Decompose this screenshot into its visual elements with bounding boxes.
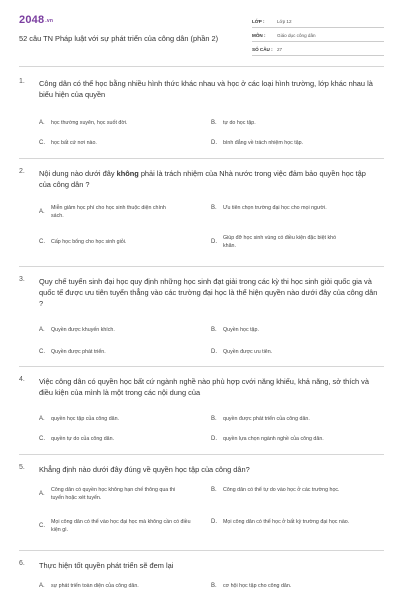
logo-main: 2048 (19, 14, 45, 26)
option-text: Cấp học bổng cho học sinh giỏi. (51, 239, 127, 245)
question-text: Thực hiện tốt quyền phát triển sẽ đem lại (39, 561, 174, 570)
question-number: 2. (19, 168, 25, 175)
meta-key: SỐ CÂU : (252, 47, 273, 52)
option-letter: C. (39, 523, 45, 530)
divider (19, 454, 384, 455)
question-number: 1. (19, 78, 25, 85)
option-c[interactable] (39, 435, 199, 443)
option-letter: D. (211, 239, 217, 246)
meta-value: 27 (277, 47, 283, 52)
option-text: học thường xuyên, học suốt đời. (51, 120, 128, 126)
option-text: cơ hội học tập cho công dân. (223, 583, 292, 589)
question-number: 6. (19, 560, 25, 567)
question-text-emphasis: không (116, 169, 139, 178)
option-d[interactable] (211, 234, 376, 250)
option-letter: D. (211, 436, 217, 443)
option-b[interactable] (211, 204, 376, 212)
meta-key: LỚP : (252, 19, 265, 24)
option-d[interactable] (211, 348, 376, 356)
option-b[interactable] (211, 582, 376, 590)
document-title: 52 câu TN Pháp luật với sự phát triển của công dân (phần 2) (19, 34, 219, 43)
option-letter: C. (39, 140, 45, 147)
option-text: Miễn giảm học phí cho học sinh thuộc diện chính sách. (51, 205, 166, 220)
option-letter: A. (39, 491, 45, 498)
divider (19, 66, 384, 67)
meta-row-count (252, 44, 384, 56)
question-text-part: Nội dung nào dưới đây (39, 169, 117, 178)
option-text: Quyền được phát triển. (51, 349, 106, 355)
meta-value: Giáo dục công dân (277, 33, 316, 38)
option-text: Quyền được khuyến khích. (51, 327, 115, 333)
option-letter: B. (211, 327, 217, 334)
question-number: 4. (19, 376, 25, 383)
option-letter: A. (39, 327, 45, 334)
option-letter: D. (211, 140, 217, 147)
question-text: Quy chế tuyển sinh đại học quy định những học sinh đạt giải trong các kỳ thi học sinh giỏi quốc gia và quốc tế được ưu tiên tuyển thẳng vào các trường đại học là thể hiện quyền nào dưới đây của công dân ? (39, 277, 378, 309)
option-letter: B. (211, 487, 217, 494)
option-letter: D. (211, 519, 217, 526)
meta-value: Lớp 12 (277, 19, 292, 24)
option-text: Quyền được ưu tiên. (223, 349, 273, 355)
option-letter: B. (211, 120, 217, 127)
question-text (39, 168, 379, 190)
option-text: quyền học tập của công dân. (51, 416, 120, 422)
option-c[interactable] (39, 139, 194, 147)
option-text: Mọi công dân có thể vào học đại học mà không cần có điều kiện gì. (51, 519, 191, 534)
option-text: Công dân có thể tự do vào học ở các trường học. (223, 487, 340, 493)
option-text: tự do học tập. (223, 120, 256, 126)
option-a[interactable] (39, 415, 199, 423)
option-letter: A. (39, 120, 45, 127)
page-header (19, 10, 384, 60)
option-b[interactable] (211, 326, 376, 334)
meta-row-class (252, 16, 384, 28)
option-a[interactable] (39, 204, 199, 220)
divider (19, 266, 384, 267)
meta-row-subject (252, 30, 384, 42)
option-text: bình đẳng về trách nhiệm học tập. (223, 140, 304, 146)
option-text: Mọi công dân có thể học ở bất kỳ trường đại học nào. (223, 519, 350, 525)
question-text: Khẳng định nào dưới đây đúng về quyền học tập của công dân? (39, 465, 250, 474)
option-d[interactable] (211, 139, 376, 147)
option-b[interactable] (211, 415, 379, 423)
question-number: 5. (19, 464, 25, 471)
option-letter: B. (211, 583, 217, 590)
option-d[interactable] (211, 435, 379, 443)
option-letter: C. (39, 349, 45, 356)
option-a[interactable] (39, 582, 204, 590)
divider (19, 158, 384, 159)
option-letter: A. (39, 209, 45, 216)
meta-key: MÔN : (252, 33, 266, 38)
option-a[interactable] (39, 326, 199, 334)
option-letter: D. (211, 349, 217, 356)
option-c[interactable] (39, 518, 199, 534)
option-text: Ưu tiên chọn trường đại học cho mọi người. (223, 205, 327, 211)
question-number: 3. (19, 276, 25, 283)
option-b[interactable] (211, 119, 376, 127)
divider (19, 366, 384, 367)
option-text: Quyền học tập. (223, 327, 259, 333)
option-text: sự phát triển toàn diện của công dân. (51, 583, 139, 589)
option-text: Công dân có quyền học không hạn chế thông qua thi tuyển hoặc xét tuyển. (51, 487, 176, 502)
document-meta (252, 16, 384, 58)
option-d[interactable] (211, 518, 376, 526)
option-text: quyền lựa chọn ngành nghề của công dân. (223, 436, 324, 442)
logo-sub: .vn (45, 18, 54, 24)
option-letter: C. (39, 239, 45, 246)
question-text: Việc công dân có quyền học bất cứ ngành nghề nào phù hợp cvới năng khiếu, khả năng, sở thích và điều kiện của mình là một trong các nội dung của (39, 377, 369, 398)
option-text: Giúp đỡ học sinh vùng có điều kiện đặc biệt khó khăn. (223, 235, 337, 250)
question-text: Công dân có thể học bằng nhiều hình thức khác nhau và học ở các loại hình trường, lớp khác nhau là biểu hiện của quyền (39, 79, 373, 100)
divider (19, 550, 384, 551)
site-logo[interactable] (19, 14, 53, 26)
option-letter: A. (39, 416, 45, 423)
option-a[interactable] (39, 119, 194, 127)
option-text: quyền tự do của công dân. (51, 436, 115, 442)
option-a[interactable] (39, 486, 199, 502)
option-letter: A. (39, 583, 45, 590)
option-letter: B. (211, 416, 217, 423)
option-c[interactable] (39, 348, 199, 356)
option-text: học bất cứ nơi nào. (51, 140, 97, 146)
option-b[interactable] (211, 486, 376, 494)
option-c[interactable] (39, 238, 199, 246)
question-text-part: phải là trách nhiệm của Nhà nước trong việc đảm bảo quyền học tập của công dân ? (39, 169, 366, 190)
option-letter: C. (39, 436, 45, 443)
option-text: quyền được phát triển của công dân. (223, 416, 310, 422)
option-letter: B. (211, 205, 217, 212)
